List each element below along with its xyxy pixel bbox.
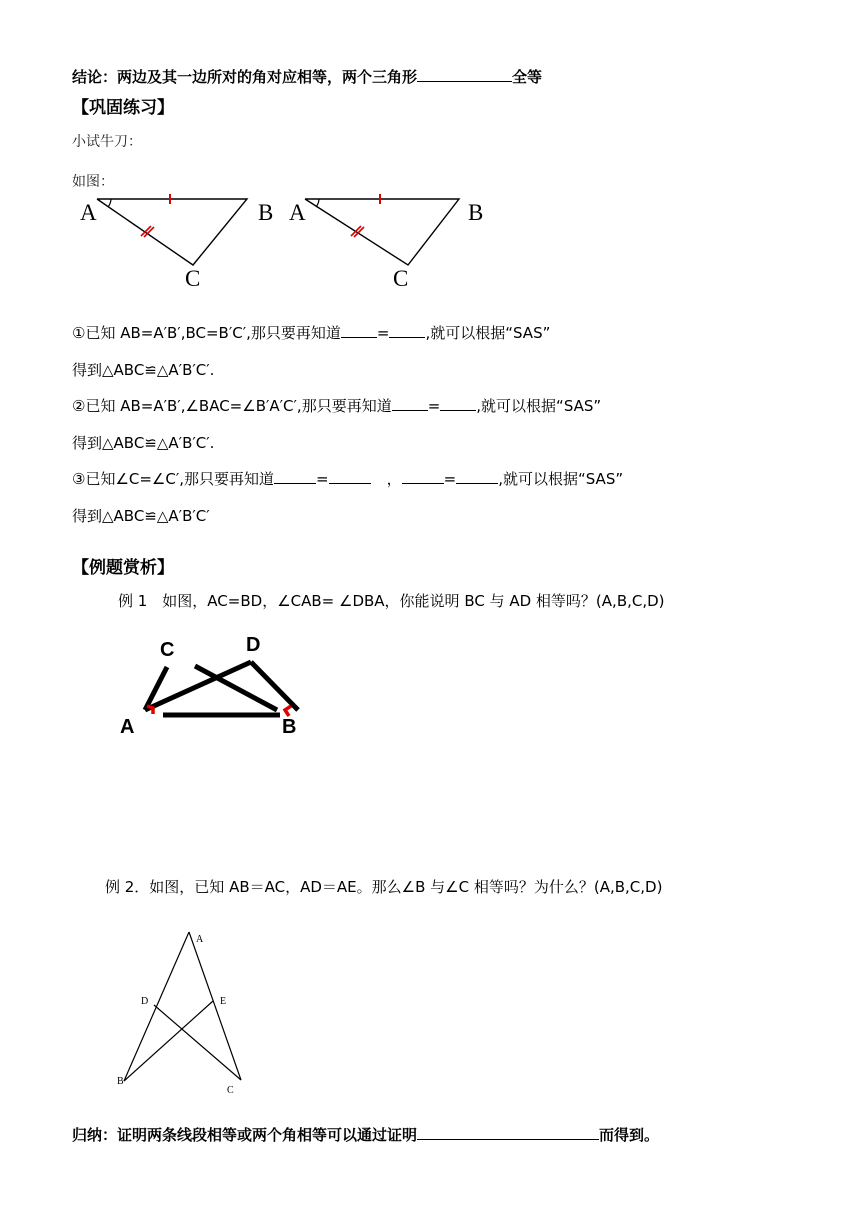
segment-eb xyxy=(124,1001,213,1081)
answer-blank[interactable] xyxy=(341,323,377,338)
question-text: ①已知 AB=A′B′,BC=B′C′,那只要再知道 xyxy=(72,324,341,342)
conclusion-suffix: 全等 xyxy=(512,68,543,86)
triangle-abc-right xyxy=(289,194,483,291)
answer-blank[interactable] xyxy=(417,1125,599,1140)
angle-arc xyxy=(108,199,111,207)
section-examples-heading: 【例题赏析】 xyxy=(72,558,174,578)
question-1-result: 得到△ABC≌△A′B′C′. xyxy=(72,361,215,379)
question-3 xyxy=(72,469,623,489)
answer-blank[interactable] xyxy=(274,469,316,484)
question-text: ③已知∠C=∠C′,那只要再知道 xyxy=(72,470,275,488)
equals-sign: = xyxy=(376,324,390,342)
example-2-text: 例 2．如图，已知 AB＝AC，AD＝AE。那么∠B 与∠C 相等吗？为什么？(A,B,C,D) xyxy=(105,878,663,896)
question-text: ,就可以根据“SAS” xyxy=(425,324,551,342)
summary-line xyxy=(72,1125,659,1145)
vertex-label-e: E xyxy=(220,996,227,1007)
vertex-label-c: C xyxy=(393,266,409,291)
equals-sign: = xyxy=(443,470,457,488)
question-2 xyxy=(72,396,601,416)
summary-suffix: 而得到。 xyxy=(599,1126,660,1144)
vertex-label-c: C xyxy=(185,266,201,291)
answer-blank[interactable] xyxy=(392,396,428,411)
example-2-figure xyxy=(110,925,260,1100)
equals-sign: = xyxy=(427,397,441,415)
answer-blank[interactable] xyxy=(440,396,476,411)
vertex-label-a: A xyxy=(289,200,306,225)
example-1-figure xyxy=(115,630,315,740)
segment-bd xyxy=(251,662,298,710)
vertex-label-a: A xyxy=(120,716,135,738)
answer-blank[interactable] xyxy=(389,323,425,338)
vertex-label-a: A xyxy=(196,934,204,945)
triangle-pair-figure xyxy=(75,190,535,291)
answer-blank[interactable] xyxy=(417,67,512,82)
conclusion-prefix: 结论：两边及其一边所对的角对应相等，两个三角形 xyxy=(72,68,418,86)
vertex-label-c: C xyxy=(160,639,175,661)
summary-prefix: 归纳：证明两条线段相等或两个角相等可以通过证明 xyxy=(72,1126,418,1144)
vertex-label-a: A xyxy=(80,200,97,225)
vertex-label-d: D xyxy=(141,996,149,1007)
triangle-abc-left xyxy=(80,194,273,291)
answer-blank[interactable] xyxy=(329,469,371,484)
answer-blank[interactable] xyxy=(456,469,498,484)
question-text: ,就可以根据“SAS” xyxy=(498,470,624,488)
question-text: ②已知 AB=A′B′,∠BAC=∠B′A′C′,那只要再知道 xyxy=(72,397,392,415)
angle-arc xyxy=(316,199,319,207)
section-practice-heading: 【巩固练习】 xyxy=(72,98,174,118)
question-1 xyxy=(72,323,550,343)
trial-label: 小试牛刀： xyxy=(72,134,142,150)
conclusion-line xyxy=(72,67,542,87)
separator: ， xyxy=(386,470,402,488)
angle-mark xyxy=(285,706,291,716)
vertex-label-b: B xyxy=(117,1076,124,1087)
vertex-label-b: B xyxy=(258,200,274,225)
vertex-label-b: B xyxy=(468,200,484,225)
vertex-label-b: B xyxy=(282,716,297,738)
example-1-text: 例 1 如图，AC=BD，∠CAB= ∠DBA，你能说明 BC 与 AD 相等吗？(A,B,C,D) xyxy=(118,592,665,610)
answer-blank[interactable] xyxy=(402,469,444,484)
vertex-label-d: D xyxy=(246,634,261,656)
question-3-result: 得到△ABC≌△A′B′C′ xyxy=(72,507,210,525)
equals-sign: = xyxy=(316,470,329,488)
figure-label: 如图： xyxy=(72,174,114,190)
question-text: ,就可以根据“SAS” xyxy=(476,397,602,415)
vertex-label-c: C xyxy=(227,1085,234,1096)
question-2-result: 得到△ABC≌△A′B′C′. xyxy=(72,434,215,452)
